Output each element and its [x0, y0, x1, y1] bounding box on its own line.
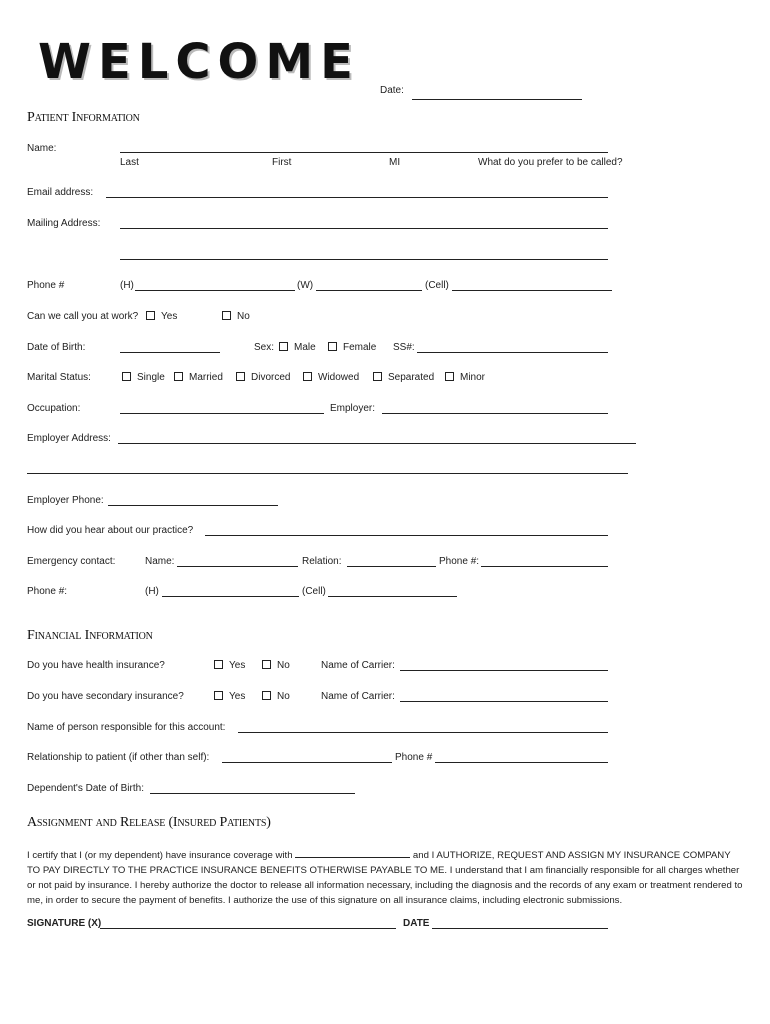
marital-widowed-option[interactable]: Widowed [303, 372, 359, 383]
name-preferred-caption: What do you prefer to be called? [478, 157, 623, 168]
relationship-phone-label: Phone # [395, 752, 433, 763]
dependent-dob-field[interactable] [150, 793, 355, 794]
phone2-cell-field[interactable] [328, 596, 457, 597]
checkbox-icon[interactable] [328, 342, 337, 351]
name-label: Name: [27, 143, 57, 154]
health-insurance-yes-option[interactable]: Yes [214, 660, 245, 671]
checkbox-icon[interactable] [373, 372, 382, 381]
relationship-label: Relationship to patient (if other than self): [27, 752, 210, 763]
referral-source-field[interactable] [205, 535, 608, 536]
name-field[interactable] [120, 152, 608, 153]
phone-home-field[interactable] [135, 290, 295, 291]
dob-field[interactable] [120, 352, 220, 353]
email-label: Email address: [27, 187, 94, 198]
marital-divorced-option[interactable]: Divorced [236, 372, 290, 383]
health-insurance-label: Do you have health insurance? [27, 660, 165, 671]
phone-cell-label: (Cell) [425, 280, 449, 291]
checkbox-icon[interactable] [174, 372, 183, 381]
checkbox-icon[interactable] [303, 372, 312, 381]
signature-date-field[interactable] [432, 928, 608, 929]
form-title: WELCOME [38, 34, 360, 90]
name-last-caption: Last [120, 157, 139, 168]
checkbox-icon[interactable] [214, 691, 223, 700]
ec-phone-label: Phone #: [439, 556, 480, 567]
ec-name-field[interactable] [177, 566, 298, 567]
secondary-insurance-yes-option[interactable]: Yes [214, 691, 245, 702]
phone-home-label: (H) [120, 280, 134, 291]
referral-source-label: How did you hear about our practice? [27, 525, 194, 536]
health-insurance-no-option[interactable]: No [262, 660, 290, 671]
carrier-field-2[interactable] [400, 701, 608, 702]
employer-address-field-2[interactable] [27, 473, 628, 474]
responsible-person-field[interactable] [238, 732, 608, 733]
dob-label: Date of Birth: [27, 342, 86, 353]
sex-female-option[interactable]: Female [328, 342, 376, 353]
ss-field[interactable] [417, 352, 608, 353]
marital-separated-option[interactable]: Separated [373, 372, 434, 383]
checkbox-icon[interactable] [236, 372, 245, 381]
responsible-person-label: Name of person responsible for this account: [27, 722, 226, 733]
marital-single-option[interactable]: Single [122, 372, 165, 383]
phone2-home-label: (H) [145, 586, 159, 597]
insurance-company-field[interactable] [295, 848, 410, 858]
patient-info-heading: Patient Information [27, 110, 140, 125]
name-mi-caption: MI [389, 157, 401, 168]
ec-relation-field[interactable] [347, 566, 436, 567]
phone-cell-field[interactable] [452, 290, 612, 291]
financial-info-heading: Financial Information [27, 628, 153, 643]
phone-work-label: (W) [297, 280, 314, 291]
ec-name-label: Name: [145, 556, 175, 567]
checkbox-icon[interactable] [222, 311, 231, 320]
dependent-dob-label: Dependent's Date of Birth: [27, 783, 144, 794]
emergency-contact-label: Emergency contact: [27, 556, 116, 567]
phone2-home-field[interactable] [162, 596, 299, 597]
signature-date-label: DATE [403, 918, 430, 929]
assignment-paragraph: I certify that I (or my dependent) have insurance coverage with and I AUTHORIZE, REQUEST AND ASSIGN MY INSURANCE COMPANY TO PAY DIRECTLY TO THE PRACTICE INSURANCE BENEFITS OTHERWISE PAYABLE TO ME. I understand that I am financially responsible for all charges whether or not paid by insurance. I hereby authorize the doctor to release all information necessary, including the diagnosis and the records of any exam or treatment rendered to me, in order to secure the payment of benefits. I authorize the use of this signature on all insurance claims, including electronic submissions. [27, 850, 743, 906]
checkbox-icon[interactable] [279, 342, 288, 351]
checkbox-icon[interactable] [214, 660, 223, 669]
sex-label: Sex: [254, 342, 275, 353]
occupation-field[interactable] [120, 413, 324, 414]
date-field[interactable] [412, 99, 582, 100]
email-field[interactable] [106, 197, 608, 198]
marital-status-label: Marital Status: [27, 372, 91, 383]
relationship-field[interactable] [222, 762, 392, 763]
phone2-cell-label: (Cell) [302, 586, 326, 597]
mailing-address-field-1[interactable] [120, 228, 608, 229]
employer-address-label: Employer Address: [27, 433, 111, 444]
phone2-label: Phone #: [27, 586, 68, 597]
checkbox-icon[interactable] [445, 372, 454, 381]
secondary-insurance-no-option[interactable]: No [262, 691, 290, 702]
assignment-heading: Assignment and Release (Insured Patients) [27, 815, 271, 830]
call-work-label: Can we call you at work? [27, 311, 139, 322]
relationship-phone-field[interactable] [435, 762, 608, 763]
employer-phone-field[interactable] [108, 505, 278, 506]
employer-label: Employer: [330, 403, 376, 414]
ec-phone-field[interactable] [481, 566, 608, 567]
mailing-address-label: Mailing Address: [27, 218, 101, 229]
carrier-label-1: Name of Carrier: [321, 660, 395, 671]
employer-phone-label: Employer Phone: [27, 495, 104, 506]
secondary-insurance-label: Do you have secondary insurance? [27, 691, 184, 702]
name-first-caption: First [272, 157, 292, 168]
checkbox-icon[interactable] [262, 691, 271, 700]
ec-relation-label: Relation: [302, 556, 342, 567]
occupation-label: Occupation: [27, 403, 81, 414]
marital-minor-option[interactable]: Minor [445, 372, 485, 383]
marital-married-option[interactable]: Married [174, 372, 223, 383]
signature-label: SIGNATURE (X) [27, 918, 102, 929]
call-work-yes-option[interactable]: Yes [146, 311, 177, 322]
call-work-no-option[interactable]: No [222, 311, 250, 322]
employer-address-field-1[interactable] [118, 443, 636, 444]
checkbox-icon[interactable] [122, 372, 131, 381]
phone-work-field[interactable] [316, 290, 422, 291]
checkbox-icon[interactable] [146, 311, 155, 320]
phone-label: Phone # [27, 280, 65, 291]
mailing-address-field-2[interactable] [120, 259, 608, 260]
employer-field[interactable] [382, 413, 608, 414]
ss-label: SS#: [393, 342, 415, 353]
date-label: Date: [380, 85, 404, 96]
checkbox-icon[interactable] [262, 660, 271, 669]
sex-male-option[interactable]: Male [279, 342, 316, 353]
signature-field[interactable] [100, 928, 396, 929]
carrier-label-2: Name of Carrier: [321, 691, 395, 702]
carrier-field-1[interactable] [400, 670, 608, 671]
